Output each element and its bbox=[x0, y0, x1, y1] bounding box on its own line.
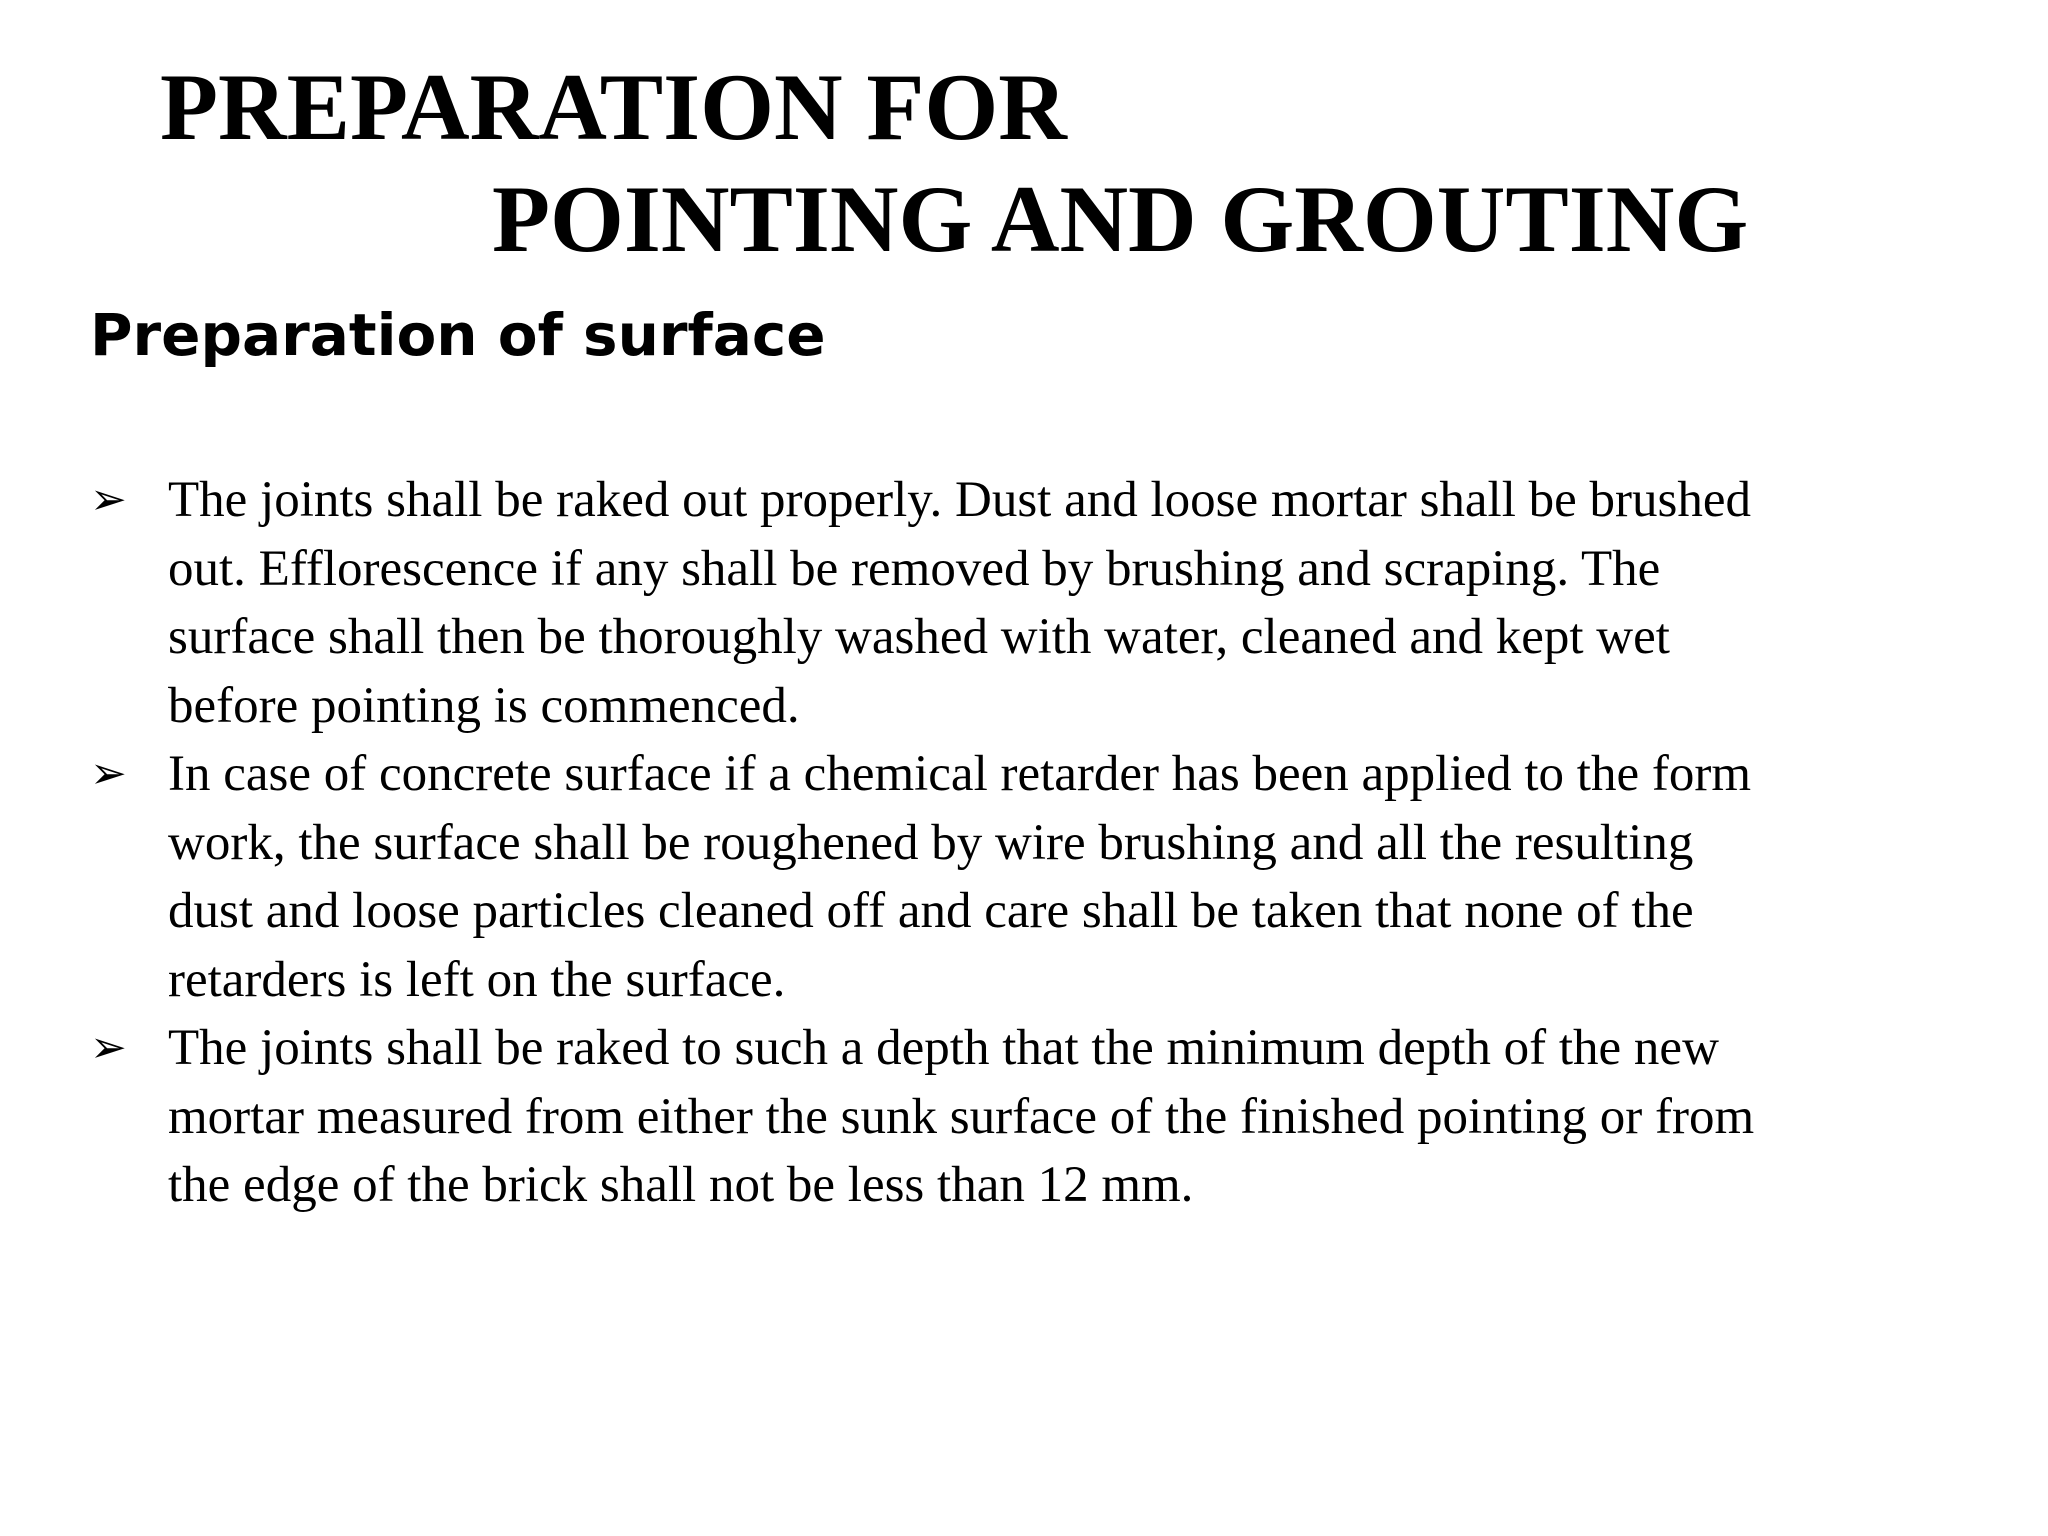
bullet-line: mortar measured from either the sunk surface of the finished pointing or from bbox=[168, 1088, 1755, 1145]
slide-title-line-2: POINTING AND GROUTING bbox=[492, 166, 1749, 272]
bullet-item-1 bbox=[0, 466, 2048, 740]
bullet-line: surface shall then be thoroughly washed with water, cleaned and kept wet bbox=[168, 609, 1670, 665]
bullet-list bbox=[0, 466, 2048, 1220]
bullet-line: before pointing is commenced. bbox=[168, 677, 800, 734]
bullet-line: retarders is left on the surface. bbox=[168, 951, 786, 1008]
arrowhead-bullet-icon: ➢ bbox=[90, 474, 127, 525]
bullet-line: The joints shall be raked to such a depth that the minimum depth of the new bbox=[168, 1020, 1719, 1076]
bullet-line: the edge of the brick shall not be less than 12 mm. bbox=[168, 1157, 1194, 1213]
bullet-line: out. Efflorescence if any shall be removed by brushing and scraping. The bbox=[168, 540, 1661, 597]
slide-title-line-1: PREPARATION FOR bbox=[160, 54, 1067, 160]
bullet-item-2 bbox=[0, 740, 2048, 1014]
bullet-item-3 bbox=[0, 1014, 2048, 1220]
bullet-line: The joints shall be raked out properly. Dust and loose mortar shall be brushed bbox=[168, 472, 1751, 528]
arrowhead-bullet-icon: ➢ bbox=[90, 748, 127, 799]
arrowhead-bullet-icon: ➢ bbox=[90, 1022, 127, 1073]
bullet-line: dust and loose particles cleaned off and care shall be taken that none of the bbox=[168, 883, 1694, 939]
section-subtitle: Preparation of surface bbox=[90, 301, 826, 369]
bullet-line: In case of concrete surface if a chemical retarder has been applied to the form bbox=[168, 746, 1751, 802]
bullet-line: work, the surface shall be roughened by wire brushing and all the resulting bbox=[168, 814, 1694, 871]
